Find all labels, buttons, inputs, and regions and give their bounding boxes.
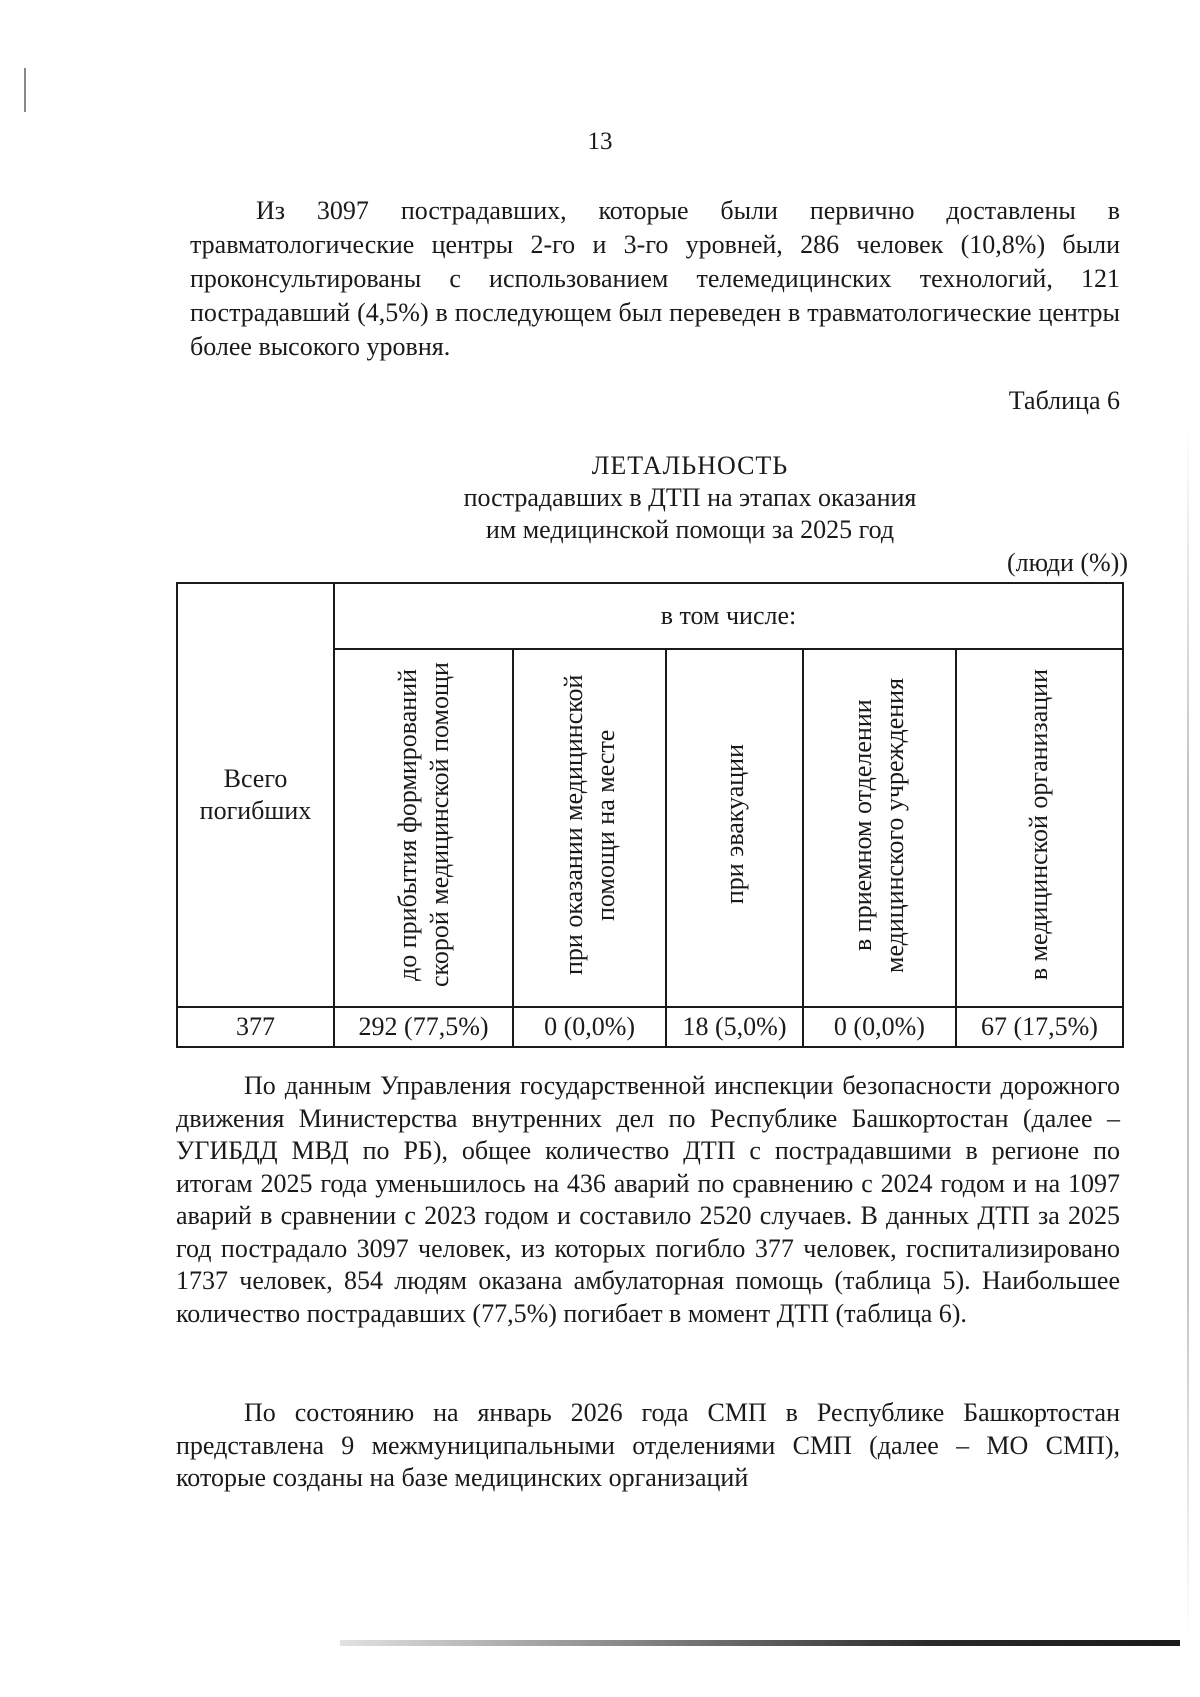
header-before-ambulance <box>334 649 513 1007</box>
value-reception-department: 0 (0,0%) <box>803 1007 956 1047</box>
value-medical-organization: 67 (17,5%) <box>956 1007 1123 1047</box>
paragraph-telemedicine: Из 3097 пострадавших, которые были первично доставлены в травматологические центры 2-го и 3-го уровней, 286 человек (10,8%) были проконсультированы с использованием телемедицинских технологий, 121 пострадавший (4,5%) в последующем был переведен в травматологические центры более высокого уровня. <box>190 196 1120 361</box>
table-units: (люди (%)) <box>1006 548 1128 577</box>
header-group: в том числе: <box>334 583 1123 649</box>
table-title-line-2: пострадавших в ДТП на этапах оказания <box>463 483 917 512</box>
value-total: 377 <box>177 1007 334 1047</box>
header-total-deaths <box>177 583 334 1007</box>
scan-artifact-left <box>24 68 26 112</box>
table-title-main: ЛЕТАЛЬНОСТЬ <box>591 451 789 480</box>
value-on-site-care: 0 (0,0%) <box>513 1007 666 1047</box>
header-evacuation <box>666 649 803 1007</box>
header-on-site-care-label: при оказании медицинской помощи на месте <box>558 674 620 975</box>
scan-artifact-bottom <box>340 1640 1180 1646</box>
page-number: 13 <box>587 128 613 155</box>
paragraph-traffic-police: По данным Управления государственной инспекции безопасности дорожного движения Министерства внутренних дел по Республике Башкортостан (далее – УГИБДД МВД по РБ), общее количество ДТП с пострадавшими в регионе по итогам 2025 года уменьшилось на 436 аварий по сравнению с 2024 годом и на 1097 аварий в сравнении с 2023 годом и составило 2520 случаев. В данных ДТП за 2025 год пострадало 3097 человек, из которых погибло 377 человек, госпитализировано 1737 человек, 854 людям оказана амбулаторная помощь (таблица 5). Наибольшее количество пострадавших (77,5%) погибает в момент ДТП (таблица 6). <box>176 1071 1120 1328</box>
value-evacuation: 18 (5,0%) <box>666 1007 803 1047</box>
header-reception-department-label: в приемном отделении медицинского учреждения <box>848 676 910 973</box>
header-before-ambulance-label: до прибытия формирований скорой медицинской помощи <box>392 662 454 987</box>
lethality-table <box>176 582 1124 1048</box>
header-medical-organization-label: в медицинской организации <box>1024 668 1054 981</box>
header-total-deaths-label: Всего погибших <box>199 764 312 825</box>
table-header-row-1 <box>177 583 1123 649</box>
header-medical-organization <box>956 649 1123 1007</box>
table-title <box>390 450 990 546</box>
header-reception-department <box>803 649 956 1007</box>
header-on-site-care <box>513 649 666 1007</box>
table-label: Таблица 6 <box>1008 386 1120 415</box>
header-evacuation-label: при эвакуации <box>719 744 749 905</box>
scan-artifact-right <box>1187 420 1189 1640</box>
paragraph-emergency-service: По состоянию на январь 2026 года СМП в Республике Башкортостан представлена 9 межмуниципальными отделениями СМП (далее – МО СМП), которые созданы на базе медицинских организаций <box>176 1398 1120 1492</box>
table-title-line-3: им медицинской помощи за 2025 год <box>485 515 895 544</box>
table-row <box>177 1007 1123 1047</box>
value-before-ambulance: 292 (77,5%) <box>334 1007 513 1047</box>
